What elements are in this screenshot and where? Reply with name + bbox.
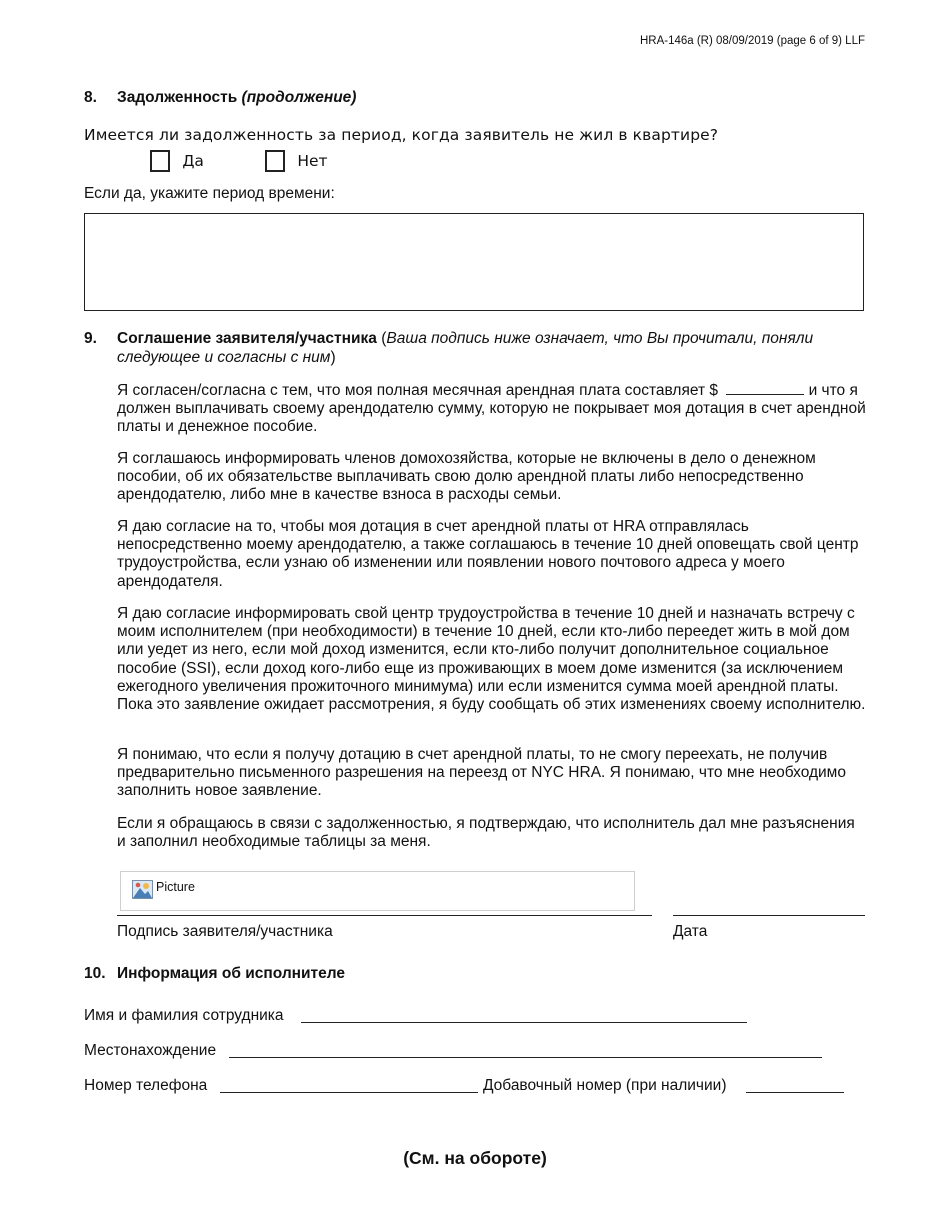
no-checkbox[interactable] [265,150,285,172]
section-10-heading [84,965,346,983]
period-textbox[interactable] [84,213,864,311]
date-line[interactable] [673,915,865,916]
worker-name-label: Имя и фамилия сотрудника [84,1007,284,1024]
section-9-intro-close: ) [330,348,336,366]
period-label: Если да, укажите период времени: [84,185,335,202]
agreement-paragraph-1 [117,381,867,437]
section-9-title: Соглашение заявителя/участника [117,330,377,347]
signature-label: Подпись заявителя/участника [117,923,333,940]
arrears-question: Имеется ли задолженность за период, когда заявитель не жил в квартире? [84,126,719,144]
phone-label: Номер телефона [84,1077,208,1094]
agreement-paragraph-4: Я даю согласие информировать свой центр трудоустройства в течение 10 дней и назначать встречу с моим исполнителем (при необходимости) в течение 10 дней, если кто-либо переедет жить в мой дом или уедет из него, если мой доход изменится, если кто-либо получит дополнительное социальное пособие (SSI), если доход кого-либо еще из проживающих в моем доме изменится (за исключением ежегодного увеличения прожиточного минимума) или если изменится сумма моей арендной платы. Пока это заявление ожидает рассмотрения, я буду сообщать об этих изменениях своему исполнителю. [117,605,866,714]
extension-label: Добавочный номер (при наличии) [483,1077,727,1094]
yes-label: Да [182,152,204,170]
section-8-heading [84,89,357,107]
rent-statement-rest: и что я должен выплачивать своему арендодателю сумму, которую не покрывает моя дотация в счет арендной платы и денежное пособие. [117,382,866,436]
section-8-title: Задолженность [117,89,238,106]
section-9-heading [117,330,867,367]
form-id-header: HRA-146a (R) 08/09/2019 (page 6 of 9) LLF [639,35,865,47]
extension-field[interactable] [746,1092,844,1093]
yes-checkbox[interactable] [150,150,170,172]
rent-statement: Я согласен/согласна с тем, что моя полная месячная арендная плата составляет $ [117,382,718,399]
section-8-title-wrap [117,89,356,107]
worker-name-field[interactable] [301,1022,747,1023]
agreement-paragraph-5: Я понимаю, что если я получу дотацию в счет арендной платы, то не смогу переехать, не получив предварительно письменного разрешения на переезд от NYC HRA. Я понимаю, что мне необходимо заполнить новое заявление. [117,746,846,800]
signature-picture-frame[interactable] [120,871,635,911]
section-10-title: Информация об исполнителе [117,965,346,982]
yes-option[interactable] [150,150,204,172]
section-9-number [84,330,97,348]
picture-label: Picture [156,880,195,894]
section-9-number-text: 9. [84,330,97,347]
section-10-number: 10. [84,965,106,982]
phone-field[interactable] [220,1092,478,1093]
agreement-paragraph-6: Если я обращаюсь в связи с задолженностью, я подтверждаю, что исполнитель дал мне разъяснения и заполнил необходимые таблицы за меня. [117,815,855,851]
see-reverse-footer: (См. на обороте) [403,1148,547,1168]
agreement-paragraph-2: Я соглашаюсь информировать членов домохозяйства, которые не включены в дело о денежном пособии, об их обязательстве выплачивать свою долю арендной платы либо непосредственно арендодателю, либо мне в качестве взноса в расходы семьи. [117,450,816,504]
section-8-title-suffix: (продолжение) [241,89,357,106]
location-label: Местонахождение [84,1042,217,1059]
agreement-paragraph-3: Я даю согласие на то, чтобы моя дотация в счет арендной платы от HRA отправлялась непосредственно моему арендодателю, а также соглашаюсь в течение 10 дней оповещать свой центр трудоустройства, если узнаю об изменении или появлении нового почтового адреса у моего арендодателя. [117,518,859,590]
date-label: Дата [673,923,708,940]
rent-amount-field[interactable] [726,381,804,395]
signature-line[interactable] [117,915,652,916]
location-field[interactable] [229,1057,822,1058]
no-label: Нет [297,152,328,170]
picture-icon [132,880,153,904]
section-8-number: 8. [84,89,97,106]
no-option[interactable] [265,150,328,172]
section-9-intro: Ваша подпись ниже означает, что Вы прочитали, поняли следующее и согласны с ним [117,330,814,366]
section-9-intro-open: ( [381,330,387,347]
